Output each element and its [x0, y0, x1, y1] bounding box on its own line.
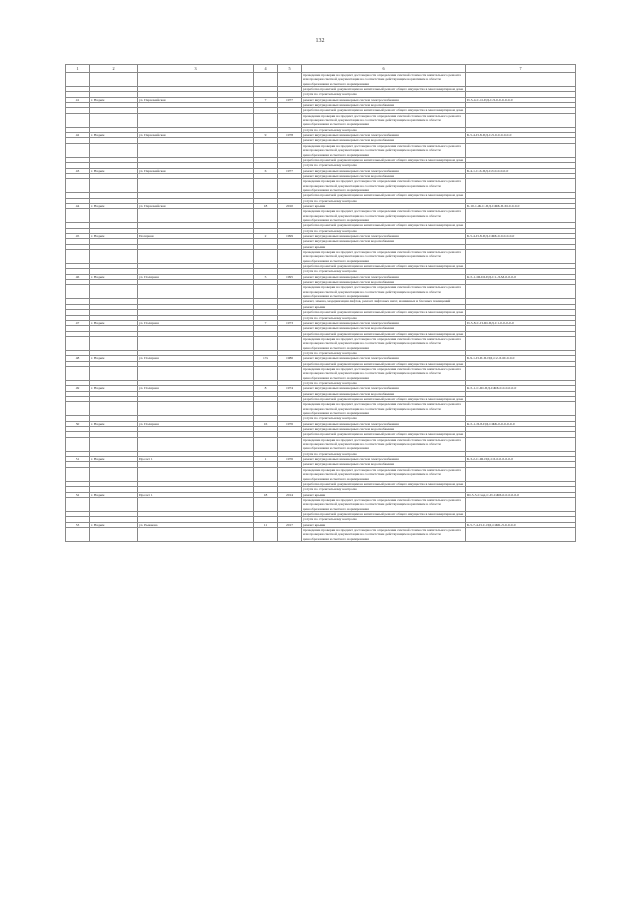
work-type-cell: ремонт внутридомовых инженерных систем электроснабжения [302, 274, 466, 279]
work-type-cell: услуги по строительному контролю [302, 416, 466, 421]
house-number-cell: 6 [254, 168, 278, 173]
work-type-cell: ремонт внутридомовых инженерных систем электроснабжения [302, 97, 466, 102]
work-type-cell: ремонт внутридомовых инженерных систем электроснабжения [302, 133, 466, 138]
empty-cell [466, 336, 576, 350]
city-cell: г. Надым [90, 203, 138, 208]
year-cell: 1976 [278, 457, 302, 462]
table-row [66, 366, 576, 380]
street-cell: ул. Рыжкова [138, 522, 254, 527]
empty-cell [138, 402, 254, 416]
work-type-cell: проведение проверки на предмет достоверности определения сметной стоимости капитального ремонта или проверки сметной документации на соответствие действующим нормативам в области ценообразования и сметного нормирования [302, 336, 466, 350]
work-type-cell: проведение проверки на предмет достоверности определения сметной стоимости капитального ремонта или проверки сметной документации на соответствие действующим нормативам в области ценообразования и сметного нормирования [302, 437, 466, 451]
work-type-cell: услуги по строительному контролю [302, 228, 466, 233]
work-type-cell: ремонт крыши [302, 203, 466, 208]
empty-cell [254, 336, 278, 350]
empty-cell [278, 250, 302, 264]
page-number: 132 [315, 38, 325, 44]
work-type-cell: разработка проектной документации на капитальный ремонт общего имущества в многоквартирном доме [302, 511, 466, 516]
empty-cell [466, 402, 576, 416]
row-number-cell: 51 [66, 457, 90, 462]
table-row [66, 113, 576, 127]
work-type-cell: ремонт внутридомовых инженерных систем электроснабжения [302, 234, 466, 239]
house-number-cell: 18 [254, 492, 278, 497]
table-row [66, 97, 576, 102]
building-code-cell: Б-9-1-П-П-П-ПД-С2-Л-М-0-0-0 [466, 356, 576, 361]
house-number-cell: 7 [254, 320, 278, 325]
work-type-cell: ремонт, замена, модернизация лифтов, ремонт лифтовых шахт, машинных и блочных помещений [302, 299, 466, 304]
work-type-cell: ремонт внутридомовых инженерных систем водоснабжения [302, 391, 466, 396]
city-cell: г. Надым [90, 274, 138, 279]
row-number-cell: 52 [66, 492, 90, 497]
table-row [66, 250, 576, 264]
city-cell: г. Надым [90, 168, 138, 173]
empty-cell [254, 143, 278, 157]
work-type-cell: ремонт внутридомовых инженерных систем водоснабжения [302, 239, 466, 244]
work-type-cell: проведение проверки на предмет достоверности определения сметной стоимости капитального ремонта или проверки сметной документации на соответствие действующим нормативам в области ценообразования и сметного нормирования [302, 366, 466, 380]
row-number-cell: 45 [66, 234, 90, 239]
city-cell: г. Надым [90, 97, 138, 102]
table-row [66, 386, 576, 391]
work-type-cell: услуги по строительному контролю [302, 269, 466, 274]
empty-cell [66, 113, 90, 127]
street-cell: ул. Полярная [138, 274, 254, 279]
work-type-cell: ремонт крыши [302, 492, 466, 497]
year-cell: 1977 [278, 168, 302, 173]
work-type-cell: ремонт внутридомовых инженерных систем водоснабжения [302, 427, 466, 432]
table-row [66, 457, 576, 462]
work-type-cell: проведение проверки на предмет достоверности определения сметной стоимости капитального ремонта или проверки сметной документации на соответствие действующим нормативам в области ценообразования и сметного нормирования [302, 113, 466, 127]
city-cell: г. Надым [90, 492, 138, 497]
work-type-cell: разработка проектной документации на капитальный ремонт общего имущества в многоквартирном доме [302, 331, 466, 336]
header-cell: 3 [138, 65, 254, 73]
empty-cell [90, 73, 138, 87]
work-type-cell: разработка проектной документации на капитальный ремонт общего имущества в многоквартирном доме [302, 264, 466, 269]
empty-cell [278, 366, 302, 380]
empty-cell [466, 285, 576, 299]
row-number-cell: 42 [66, 133, 90, 138]
street-cell: ул. Полярная [138, 386, 254, 391]
table-row [66, 133, 576, 138]
table-row [66, 143, 576, 157]
row-number-cell: 50 [66, 421, 90, 426]
building-code-cell: Б-3-2-С-Ш-ПД-СЛ-0-0-0-0-0-0 [466, 457, 576, 462]
work-type-cell: ремонт внутридомовых инженерных систем электроснабжения [302, 320, 466, 325]
empty-cell [66, 209, 90, 223]
work-type-cell: услуги по строительному контролю [302, 92, 466, 97]
street-cell: ул. Первомайская [138, 133, 254, 138]
work-type-cell: ремонт крыши [302, 244, 466, 249]
city-cell: г. Надым [90, 386, 138, 391]
work-type-cell: услуги по строительному контролю [302, 127, 466, 132]
building-code-cell: К-5-1-С-Ш-ПД-СЖБ-0-0-0-0-0-0 [466, 386, 576, 391]
work-type-cell: ремонт крыши [302, 522, 466, 527]
empty-cell [138, 179, 254, 193]
empty-cell [66, 250, 90, 264]
empty-cell [90, 113, 138, 127]
empty-cell [90, 437, 138, 451]
work-type-cell: ремонт внутридомовых инженерных систем электроснабжения [302, 421, 466, 426]
registry-table [65, 64, 576, 542]
empty-cell [138, 113, 254, 127]
table-row [66, 437, 576, 451]
work-type-cell: разработка проектной документации на капитальный ремонт общего имущества в многоквартирном доме [302, 361, 466, 366]
table-row [66, 356, 576, 361]
empty-cell [466, 250, 576, 264]
work-type-cell: ремонт внутридомовых инженерных систем водоснабжения [302, 103, 466, 108]
house-number-cell: 7 [254, 97, 278, 102]
building-code-cell: Б-5-4-П-8-ПД-СЖБ-0-0-0-0-0-0 [466, 234, 576, 239]
header-cell: 5 [278, 65, 302, 73]
table-row [66, 527, 576, 541]
empty-cell [90, 285, 138, 299]
street-cell: Пролет 1 [138, 492, 254, 497]
work-type-cell: ремонт внутридомовых инженерных систем электроснабжения [302, 386, 466, 391]
work-type-cell: услуги по строительному контролю [302, 517, 466, 522]
row-number-cell: 43 [66, 168, 90, 173]
empty-cell [138, 143, 254, 157]
empty-cell [138, 250, 254, 264]
table-row [66, 234, 576, 239]
city-cell: г. Надым [90, 133, 138, 138]
building-code-cell: Ш-5-5-Сэнд-С-П-СЖБ-0-0-0-0-0-0 [466, 492, 576, 497]
empty-cell [254, 285, 278, 299]
table-row [66, 492, 576, 497]
empty-cell [278, 209, 302, 223]
building-code-cell: Б-5-7-4-П-С-ПД-СЖБ-Л-0-0-0-0 [466, 522, 576, 527]
empty-cell [278, 527, 302, 541]
empty-cell [254, 209, 278, 223]
empty-cell [66, 285, 90, 299]
table-row [66, 522, 576, 527]
table-row [66, 402, 576, 416]
table-row [66, 168, 576, 173]
empty-cell [138, 366, 254, 380]
empty-cell [90, 250, 138, 264]
table-row [66, 274, 576, 279]
header-cell: 7 [466, 65, 576, 73]
house-number-cell: 18 [254, 203, 278, 208]
street-cell: ул. Полярная [138, 356, 254, 361]
empty-cell [254, 113, 278, 127]
work-type-cell: ремонт внутридомовых инженерных систем водоснабжения [302, 326, 466, 331]
empty-cell [66, 527, 90, 541]
work-type-cell: ремонт внутридомовых инженерных систем водоснабжения [302, 138, 466, 143]
empty-cell [138, 285, 254, 299]
row-number-cell: 49 [66, 386, 90, 391]
year-cell: 1978 [278, 133, 302, 138]
table-row [66, 467, 576, 481]
empty-cell [254, 179, 278, 193]
empty-cell [66, 179, 90, 193]
work-type-cell: услуги по строительному контролю [302, 380, 466, 385]
row-number-cell: 41 [66, 97, 90, 102]
street-cell: Полярная [138, 234, 254, 239]
empty-cell [90, 336, 138, 350]
work-type-cell: услуги по строительному контролю [302, 198, 466, 203]
work-type-cell: ремонт внутридомовых инженерных систем электроснабжения [302, 457, 466, 462]
house-number-cell: 9 [254, 133, 278, 138]
work-type-cell: проведение проверки на предмет достоверности определения сметной стоимости капитального ремонта или проверки сметной документации на соответствие действующим нормативам в области ценообразования и сметного нормирования [302, 250, 466, 264]
city-cell: г. Надым [90, 457, 138, 462]
empty-cell [66, 402, 90, 416]
empty-cell [90, 209, 138, 223]
table-row [66, 179, 576, 193]
empty-cell [90, 366, 138, 380]
city-cell: г. Надым [90, 234, 138, 239]
row-number-cell: 48 [66, 356, 90, 361]
empty-cell [66, 73, 90, 87]
work-type-cell: услуги по строительному контролю [302, 315, 466, 320]
year-cell: 1976 [278, 421, 302, 426]
work-type-cell: разработка проектной документации на капитальный ремонт общего имущества в многоквартирном доме [302, 87, 466, 92]
empty-cell [466, 437, 576, 451]
table-row [66, 285, 576, 299]
empty-cell [138, 467, 254, 481]
empty-cell [66, 143, 90, 157]
empty-cell [254, 366, 278, 380]
empty-cell [138, 209, 254, 223]
empty-cell [66, 437, 90, 451]
work-type-cell: проведение проверки на предмет достоверности определения сметной стоимости капитального ремонта или проверки сметной документации на соответствие действующим нормативам в области ценообразования и сметного нормирования [302, 527, 466, 541]
empty-cell [254, 437, 278, 451]
empty-cell [278, 336, 302, 350]
row-number-cell: 53 [66, 522, 90, 527]
house-number-cell: 1 [254, 457, 278, 462]
empty-cell [278, 402, 302, 416]
empty-cell [466, 497, 576, 511]
year-cell: 1974 [278, 386, 302, 391]
work-type-cell: проведение проверки на предмет достоверности определения сметной стоимости капитального ремонта или проверки сметной документации на соответствие действующим нормативам в области ценообразования и сметного нормирования [302, 143, 466, 157]
work-type-cell: ремонт внутридомовых инженерных систем водоснабжения [302, 280, 466, 285]
empty-cell [278, 143, 302, 157]
empty-cell [278, 285, 302, 299]
empty-cell [254, 250, 278, 264]
work-type-cell: проведение проверки на предмет достоверности определения сметной стоимости капитального ремонта или проверки сметной документации на соответствие действующим нормативам в области ценообразования и сметного нормирования [302, 73, 466, 87]
house-number-cell: 17а [254, 356, 278, 361]
city-cell: г. Надым [90, 522, 138, 527]
year-cell: 1977 [278, 97, 302, 102]
building-code-cell: К-5-1-Ш-Ш-ПД-С1-Л-М-0-0-0-0 [466, 274, 576, 279]
empty-cell [66, 366, 90, 380]
header-cell: 1 [66, 65, 90, 73]
empty-cell [90, 143, 138, 157]
work-type-cell: проведение проверки на предмет достоверности определения сметной стоимости капитального ремонта или проверки сметной документации на соответствие действующим нормативам в области ценообразования и сметного нормирования [302, 285, 466, 299]
work-type-cell: услуги по строительному контролю [302, 350, 466, 355]
building-code-cell: Б-4-1-С-6-ПД-СЛ-0-0-0-0-0 [466, 168, 576, 173]
empty-cell [254, 527, 278, 541]
work-type-cell: услуги по строительному контролю [302, 487, 466, 492]
empty-cell [66, 336, 90, 350]
work-type-cell: ремонт внутридомовых инженерных систем водоснабжения [302, 462, 466, 467]
year-cell: 1999 [278, 234, 302, 239]
year-cell: 1973 [278, 320, 302, 325]
empty-cell [466, 179, 576, 193]
empty-cell [90, 179, 138, 193]
table-row [66, 209, 576, 223]
city-cell: г. Надым [90, 421, 138, 426]
empty-cell [90, 497, 138, 511]
street-cell: ул. Полярная [138, 421, 254, 426]
table-row [66, 320, 576, 325]
city-cell: г. Надым [90, 356, 138, 361]
empty-cell [278, 497, 302, 511]
year-cell: 1995 [278, 274, 302, 279]
work-type-cell: ремонт внутридомовых инженерных систем электроснабжения [302, 356, 466, 361]
work-type-cell: проведение проверки на предмет достоверности определения сметной стоимости капитального ремонта или проверки сметной документации на соответствие действующим нормативам в области ценообразования и сметного нормирования [302, 467, 466, 481]
year-cell: 2010 [278, 203, 302, 208]
house-number-cell: 11 [254, 522, 278, 527]
empty-cell [278, 113, 302, 127]
empty-cell [278, 73, 302, 87]
empty-cell [254, 497, 278, 511]
work-type-cell: проведение проверки на предмет достоверности определения сметной стоимости капитального ремонта или проверки сметной документации на соответствие действующим нормативам в области ценообразования и сметного нормирования [302, 497, 466, 511]
year-cell: 2014 [278, 492, 302, 497]
work-type-cell: разработка проектной документации на капитальный ремонт общего имущества в многоквартирном доме [302, 193, 466, 198]
empty-cell [66, 497, 90, 511]
table-row [66, 203, 576, 208]
work-type-cell: разработка проектной документации на капитальный ремонт общего имущества в многоквартирном доме [302, 157, 466, 162]
empty-cell [466, 73, 576, 87]
empty-cell [466, 366, 576, 380]
work-type-cell: разработка проектной документации на капитальный ремонт общего имущества в многоквартирном доме [302, 432, 466, 437]
work-type-cell: проведение проверки на предмет достоверности определения сметной стоимости капитального ремонта или проверки сметной документации на соответствие действующим нормативам в области ценообразования и сметного нормирования [302, 179, 466, 193]
street-cell: Пролет 1 [138, 457, 254, 462]
empty-cell [466, 467, 576, 481]
work-type-cell: услуги по строительному контролю [302, 451, 466, 456]
table-row [66, 73, 576, 87]
empty-cell [90, 527, 138, 541]
row-number-cell: 47 [66, 320, 90, 325]
building-code-cell: К-5-1-П-8-ПД-СЖБ-0-0-0-0-0-0 [466, 421, 576, 426]
street-cell: ул. Первомайская [138, 97, 254, 102]
building-code-cell: П-5-4-С-О-ПД-СЛ-0-0-0-0-0-0 [466, 97, 576, 102]
building-code-cell: Б-10-1-Ж-С-ПД-СЖБ-П-М-0-0-0-0 [466, 203, 576, 208]
work-type-cell: разработка проектной документации на капитальный ремонт общего имущества в многоквартирном доме [302, 108, 466, 113]
header-cell: 4 [254, 65, 278, 73]
work-type-cell: разработка проектной документации на капитальный ремонт общего имущества в многоквартирном доме [302, 223, 466, 228]
header-cell: 6 [302, 65, 466, 73]
street-cell: ул. Первомайская [138, 203, 254, 208]
empty-cell [278, 179, 302, 193]
house-number-cell: 8 [254, 386, 278, 391]
table-row [66, 336, 576, 350]
empty-cell [66, 467, 90, 481]
empty-cell [138, 73, 254, 87]
work-type-cell: ремонт внутридомовых инженерных систем электроснабжения [302, 168, 466, 173]
empty-cell [254, 73, 278, 87]
row-number-cell: 44 [66, 203, 90, 208]
empty-cell [278, 467, 302, 481]
work-type-cell: разработка проектной документации на капитальный ремонт общего имущества в многоквартирном доме [302, 481, 466, 486]
empty-cell [138, 527, 254, 541]
empty-cell [278, 437, 302, 451]
work-type-cell: проведение проверки на предмет достоверности определения сметной стоимости капитального ремонта или проверки сметной документации на соответствие действующим нормативам в области ценообразования и сметного нормирования [302, 209, 466, 223]
empty-cell [466, 527, 576, 541]
house-number-cell: 2 [254, 234, 278, 239]
work-type-cell: разработка проектной документации на капитальный ремонт общего имущества в многоквартирном доме [302, 310, 466, 315]
row-number-cell: 46 [66, 274, 90, 279]
empty-cell [138, 336, 254, 350]
city-cell: г. Надым [90, 320, 138, 325]
building-code-cell: П-5-8-С-П-Ш-ПД-С1-0-0-0-0-0 [466, 320, 576, 325]
work-type-cell: услуги по строительному контролю [302, 163, 466, 168]
building-code-cell: Б-5-4-П-8-ПД-СЛ-0-0-0-0-0-0 [466, 133, 576, 138]
work-type-cell: проведение проверки на предмет достоверности определения сметной стоимости капитального ремонта или проверки сметной документации на соответствие действующим нормативам в области ценообразования и сметного нормирования [302, 402, 466, 416]
street-cell: ул. Полярная [138, 320, 254, 325]
empty-cell [138, 437, 254, 451]
work-type-cell: разработка проектной документации на капитальный ремонт общего имущества в многоквартирном доме [302, 397, 466, 402]
street-cell: ул. Первомайская [138, 168, 254, 173]
year-cell: 2017 [278, 522, 302, 527]
header-row [66, 65, 576, 73]
year-cell: 1986 [278, 356, 302, 361]
work-type-cell: ремонт внутридомовых инженерных систем водоснабжения [302, 173, 466, 178]
empty-cell [138, 497, 254, 511]
table-row [66, 497, 576, 511]
empty-cell [466, 209, 576, 223]
empty-cell [90, 402, 138, 416]
empty-cell [466, 143, 576, 157]
work-type-cell: ремонт крыши [302, 304, 466, 309]
table-row [66, 421, 576, 426]
empty-cell [466, 113, 576, 127]
empty-cell [254, 467, 278, 481]
registry-body [66, 65, 576, 542]
registry-sheet [65, 64, 575, 542]
empty-cell [254, 402, 278, 416]
house-number-cell: 5 [254, 274, 278, 279]
header-cell: 2 [90, 65, 138, 73]
empty-cell [90, 467, 138, 481]
house-number-cell: 16 [254, 421, 278, 426]
